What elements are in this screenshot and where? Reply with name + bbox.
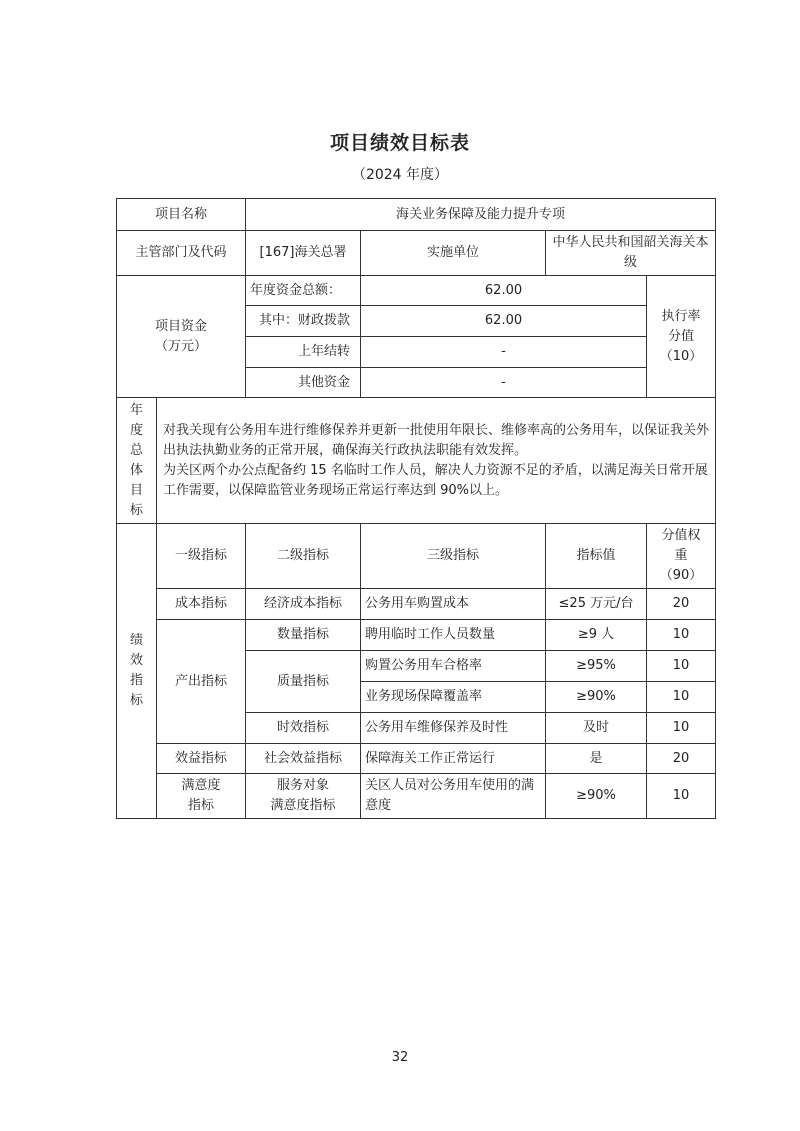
impl-value: 中华人民共和国韶关海关本级 <box>546 231 716 276</box>
indicator-value: ≥90% <box>546 682 647 713</box>
indicator-weight: 20 <box>647 744 716 774</box>
indicator-weight: 10 <box>647 774 716 819</box>
indicator-level1: 产出指标 <box>157 620 246 744</box>
indicator-level2: 经济成本指标 <box>246 589 361 620</box>
performance-label: 绩 效 指 标 <box>117 524 157 819</box>
indicator-level2: 服务对象 满意度指标 <box>246 774 361 819</box>
annual-goal-text: 对我关现有公务用车进行维修保养并更新一批使用年限长、维修率高的公务用车，以保证我关外出执法执勤业务的正常开展，确保海关行政执法职能有效发挥。 为关区两个办公点配备约 15 名临时工作人员，解决人力资源不足的矛盾，以满足海关日常开展工作需要，以保障监管业务现场正常运行率达到 90%以上。 <box>157 398 716 524</box>
indicator-value: 及时 <box>546 713 647 744</box>
indicator-value: ≤25 万元/台 <box>546 589 647 620</box>
indicator-weight: 10 <box>647 620 716 651</box>
page-number: 32 <box>391 1050 409 1065</box>
indicator-level2: 时效指标 <box>246 713 361 744</box>
indicator-weight: 10 <box>647 713 716 744</box>
indicator-level3: 聘用临时工作人员数量 <box>361 620 546 651</box>
funds-row-label: 上年结转 <box>246 337 361 368</box>
indicator-weight: 10 <box>647 651 716 682</box>
indicator-level1: 效益指标 <box>157 744 246 774</box>
indicator-value: ≥9 人 <box>546 620 647 651</box>
indicator-level3: 公务用车购置成本 <box>361 589 546 620</box>
indicator-level3: 业务现场保障覆盖率 <box>361 682 546 713</box>
project-name-value: 海关业务保障及能力提升专项 <box>246 199 716 231</box>
table-row <box>117 620 716 651</box>
exec-rate-label: 执行率 分值 （10） <box>647 276 716 398</box>
indicator-level1: 成本指标 <box>157 589 246 620</box>
indicator-value: ≥95% <box>546 651 647 682</box>
indicator-weight: 20 <box>647 589 716 620</box>
page-title: 项目绩效目标表 <box>329 132 470 154</box>
project-name-label: 项目名称 <box>117 199 246 231</box>
dept-value: [167]海关总署 <box>246 231 361 276</box>
indicator-value: ≥90% <box>546 774 647 819</box>
indicator-level2: 社会效益指标 <box>246 744 361 774</box>
annual-goal-label: 年 度 总 体 目 标 <box>117 398 157 524</box>
indicator-level1: 满意度 指标 <box>157 774 246 819</box>
indicator-level3: 公务用车维修保养及时性 <box>361 713 546 744</box>
funds-row-value: - <box>361 368 647 398</box>
page-subtitle: （2024 年度） <box>351 167 449 183</box>
indicator-weight: 10 <box>647 682 716 713</box>
header-level2: 二级指标 <box>246 524 361 589</box>
funds-row-value: 62.00 <box>361 276 647 306</box>
funds-row-label: 年度资金总额： <box>246 276 361 306</box>
table-row <box>117 774 716 819</box>
header-weight: 分值权 重 （90） <box>647 524 716 589</box>
funds-row-label: 其他资金 <box>246 368 361 398</box>
table-row <box>117 744 716 774</box>
funds-label: 项目资金 （万元） <box>117 276 246 398</box>
header-value: 指标值 <box>546 524 647 589</box>
funds-row-value: 62.00 <box>361 306 647 337</box>
dept-label: 主管部门及代码 <box>117 231 246 276</box>
header-level1: 一级指标 <box>157 524 246 589</box>
header-level3: 三级指标 <box>361 524 546 589</box>
indicator-value: 是 <box>546 744 647 774</box>
indicator-level3: 购置公务用车合格率 <box>361 651 546 682</box>
funds-row-value: - <box>361 337 647 368</box>
indicator-level2: 数量指标 <box>246 620 361 651</box>
table-row <box>117 589 716 620</box>
funds-row-label: 其中：财政拨款 <box>246 306 361 337</box>
indicator-level3: 关区人员对公务用车使用的满意度 <box>361 774 546 819</box>
indicator-level3: 保障海关工作正常运行 <box>361 744 546 774</box>
performance-table <box>116 198 716 819</box>
indicator-level2: 质量指标 <box>246 651 361 713</box>
impl-label: 实施单位 <box>361 231 546 276</box>
